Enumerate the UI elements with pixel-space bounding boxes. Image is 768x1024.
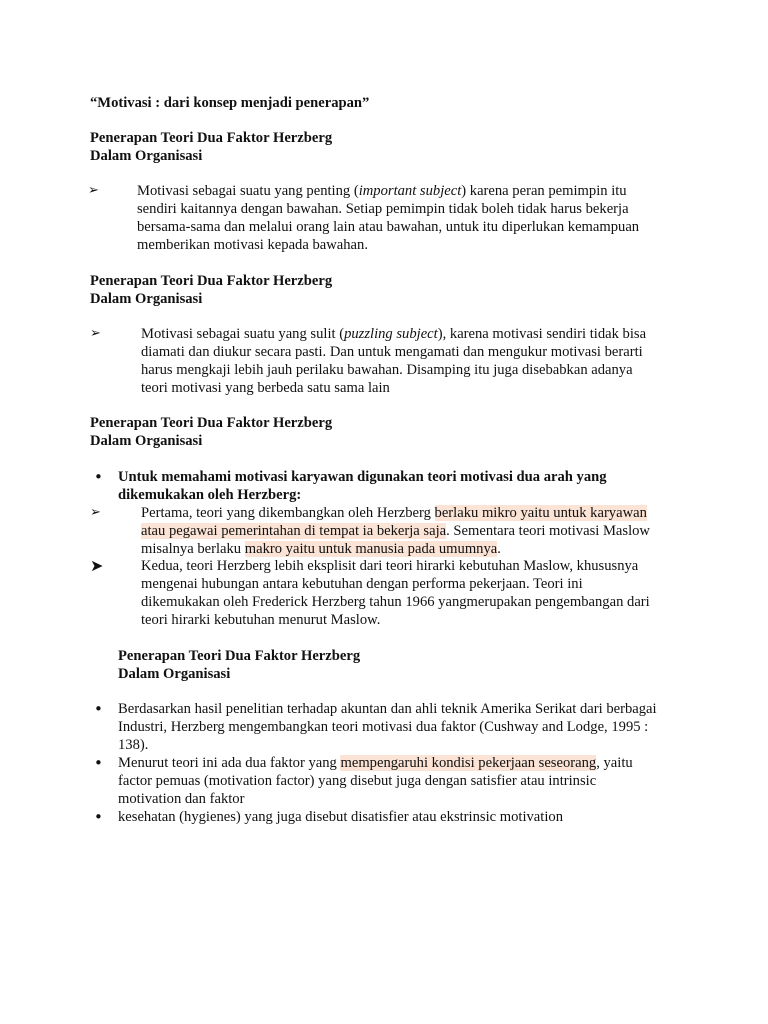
- document-title: “Motivasi : dari konsep menjadi penerapan”: [90, 95, 370, 111]
- highlighted-text: berlaku mikro yaitu untuk karyawan: [434, 505, 647, 521]
- section-heading-4: [118, 647, 360, 683]
- heading-line-2: Dalam Organisasi: [118, 666, 231, 682]
- paragraph-3: Pertama, teori yang dikembangkan oleh Herzberg berlaku mikro yaitu untuk karyawan atau pegawai pemerintahan di tempat ia bekerja saja. Sementara teori motivasi Maslow misalnya berlaku makro yaitu untuk manusia pada umumnya.: [141, 505, 650, 557]
- bold-paragraph: Untuk memahami motivasi karyawan digunakan teori motivasi dua arah yang dikemukakan oleh Herzberg:: [118, 469, 607, 503]
- paragraph-1: Motivasi sebagai suatu yang penting (important subject) karena peran pemimpin itu sendiri kaitannya dengan bawahan. Setiap pemimpin tidak boleh tidak harus bekerja bersama-sama dan melalui orang lain atau bawahan, untuk itu diperlukan kemampuan memberikan motivasi kepada bawahan.: [137, 183, 640, 253]
- arrow-bullet-icon: ➤: [90, 556, 104, 575]
- section-heading-2: [90, 272, 332, 308]
- heading-line-1: Penerapan Teori Dua Faktor Herzberg: [118, 648, 361, 664]
- heading-line-2: Dalam Organisasi: [90, 433, 203, 449]
- arrow-bullet-icon: ➢: [90, 326, 101, 341]
- arrow-bullet-icon: ➢: [90, 505, 101, 520]
- highlighted-text: atau pegawai pemerintahan di tempat ia bekerja saja: [141, 523, 447, 539]
- heading-line-1: Penerapan Teori Dua Faktor Herzberg: [90, 415, 333, 431]
- section-heading-1: [90, 129, 332, 165]
- heading-line-2: Dalam Organisasi: [90, 291, 203, 307]
- highlighted-text: makro yaitu untuk manusia pada umumnya: [244, 541, 498, 557]
- section-heading-3: [90, 414, 332, 450]
- heading-line-1: Penerapan Teori Dua Faktor Herzberg: [90, 130, 333, 146]
- highlighted-text: mempengaruhi kondisi pekerjaan seseorang: [340, 755, 597, 771]
- bullet-icon: •: [94, 700, 103, 718]
- paragraph-6: Menurut teori ini ada dua faktor yang mempengaruhi kondisi pekerjaan seseorang, yaitu factor pemuas (motivation factor) yang disebut juga dengan satisfier atau intrinsic motivation dan faktor: [118, 755, 633, 807]
- paragraph-4: Kedua, teori Herzberg lebih eksplisit dari teori hirarki kebutuhan Maslow, khususnya mengenai hubungan antara kebutuhan dengan performa pekerjaan. Teori ini dikemukakan oleh Frederick Herzberg tahun 1966 yangmerupakan pengembangan dari teori hirarki kebutuhan menurut Maslow.: [141, 558, 650, 628]
- bullet-icon: •: [94, 468, 103, 486]
- heading-line-2: Dalam Organisasi: [90, 148, 203, 164]
- paragraph-2: Motivasi sebagai suatu yang sulit (puzzling subject), karena motivasi sendiri tidak bisa diamati dan diukur secara pasti. Dan untuk mengamati dan mengukur motivasi berarti harus mengkaji lebih jauh perilaku bawahan. Disamping itu juga disebabkan adanya teori motivasi yang berbeda satu sama lain: [141, 326, 647, 396]
- heading-line-1: Penerapan Teori Dua Faktor Herzberg: [90, 273, 333, 289]
- bullet-icon: •: [94, 754, 103, 772]
- paragraph-5: Berdasarkan hasil penelitian terhadap akuntan dan ahli teknik Amerika Serikat dari berbagai Industri, Herzberg mengembangkan teori motivasi dua faktor (Cushway and Lodge, 1995 : 138).: [118, 701, 657, 753]
- bullet-icon: •: [94, 808, 103, 826]
- arrow-bullet-icon: ➢: [88, 183, 99, 198]
- paragraph-7: kesehatan (hygienes) yang juga disebut disatisfier atau ekstrinsic motivation: [118, 809, 563, 825]
